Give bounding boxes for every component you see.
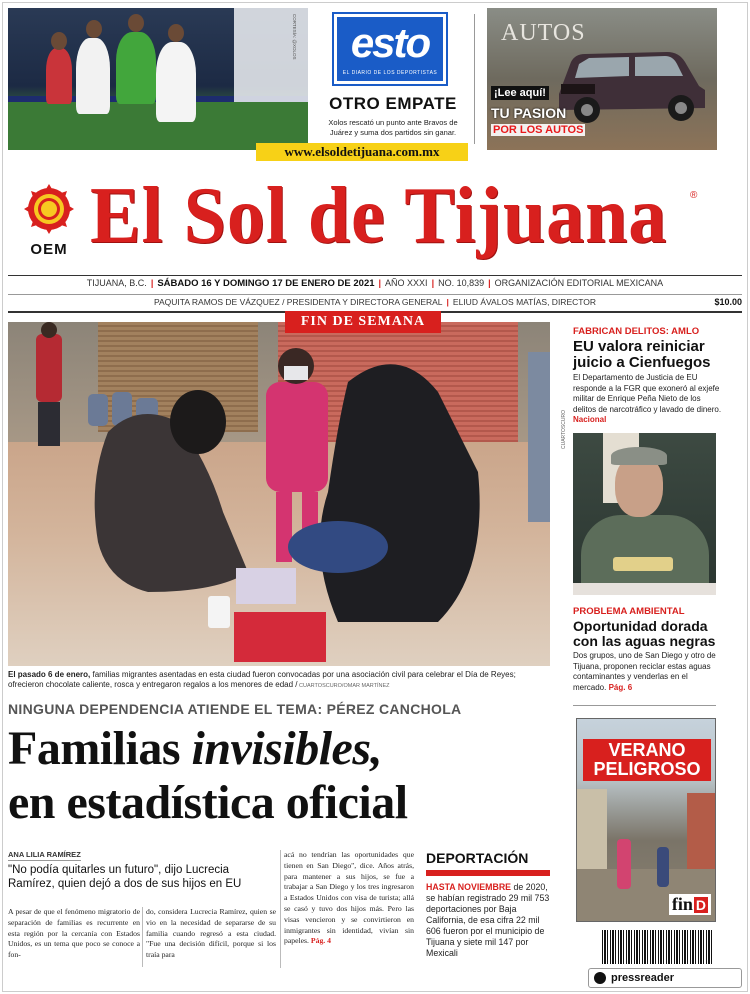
quote-subheadline: "No podía quitarles un futuro", dijo Lucrecia Ramírez, quien dejó a dos de sus hijos en EU <box>8 864 242 890</box>
staff-director: ELIUD ÁVALOS MATÍAS, DIRECTOR <box>452 297 597 307</box>
col3-text: acá no tendrían las oportunidades que tienen en San Diego", dice. Años atrás, para mantener a sus hijos, se fue a trabajar a San Diego y los tres ingresaron a Estados Unidos con visa de turista; allá se casó y tuvo dos hijos más. Pero las visas vencieron y se convirtieron en inmigrantes sin identidad, vivían sin papeles. <box>284 850 414 946</box>
site-url-link[interactable]: www.elsoldetijuana.com.mx <box>256 143 468 161</box>
esto-subheadline: Xolos rescató un punto ante Bravos de Juárez y suma dos partidos sin ganar. <box>328 118 458 137</box>
soccer-photo-credit: CORTESÍA: @XOLOS <box>292 14 297 60</box>
esto-logo-text: esto <box>350 19 430 66</box>
article-column-3 <box>284 850 414 947</box>
right-photo-credit: CUARTOSCURO <box>561 410 567 449</box>
col3-page-ref[interactable]: Pág. 4 <box>310 936 331 946</box>
deportation-lead: HASTA NOVIEMBRE <box>426 882 512 892</box>
autos-read-here[interactable]: ¡Lee aquí! <box>491 86 549 100</box>
pressreader-icon <box>594 972 606 984</box>
dateline: TIJUANA, B.C. | SÁBADO 16 Y DOMINGO 17 DE ENERO DE 2021 | AÑO XXXI | NO. 10,839 | ORGANIZACIÓN EDITORIAL MEXICANA <box>86 278 664 289</box>
dateline-year: AÑO XXXI <box>385 278 428 288</box>
article-column-1: A pesar de que el fenómeno migratorio de separación de familias es recurrente en esta región por la cercanía con Estados Unidos, es un tema que poco se conoce a fon- <box>8 907 140 960</box>
verano-title: VERANO PELIGROSO <box>583 739 711 781</box>
caption-credit: CUARTOSCURO/OMAR MARTÍNEZ <box>297 683 390 689</box>
car-image <box>549 42 711 126</box>
people-figures <box>8 322 550 666</box>
deportation-heading: DEPORTACIÓN <box>426 850 529 866</box>
pressreader-label: pressreader <box>611 972 674 984</box>
fin-logo-text: fin <box>671 894 693 914</box>
column-separator <box>142 907 143 967</box>
esto-tagline: EL DIARIO DE LOS DEPORTISTAS <box>342 70 438 76</box>
right-ref-pag6[interactable]: Pág. 6 <box>608 682 633 692</box>
right-text-aguas <box>573 651 723 693</box>
oem-logo[interactable] <box>20 184 78 260</box>
right-text-cienfuegos <box>573 373 723 426</box>
right-headline-aguas[interactable]: Oportunidad dorada con las aguas negras <box>573 618 716 649</box>
registered-mark: ® <box>690 190 698 201</box>
dateline-rule-top <box>8 275 742 276</box>
promo-divider <box>474 14 475 144</box>
staffline: PAQUITA RAMOS DE VÁZQUEZ / PRESIDENTA Y DIRECTORA GENERAL | ELIUD ÁVALOS MATÍAS, DIRECTOR <box>153 297 597 307</box>
deportation-text <box>426 882 550 959</box>
autos-title: AUTOS <box>501 20 586 46</box>
dateline-date: SÁBADO 16 Y DOMINGO 17 DE ENERO DE 2021 <box>157 278 375 289</box>
photo-caption <box>8 670 550 691</box>
main-headline[interactable] <box>8 722 550 830</box>
section-label-fin-de-semana[interactable]: FIN DE SEMANA <box>285 311 441 333</box>
right-headline-cienfuegos[interactable]: EU valora reiniciar juicio a Cienfuegos <box>573 338 711 371</box>
fin-logo-d: D <box>695 897 706 913</box>
deportation-rule <box>426 870 550 876</box>
autos-slogan: TU PASION <box>491 105 567 121</box>
caption-body: familias migrantes asentadas en esta ciudad fueron convocadas por una asociación civil para celebrar el Día de Reyes; ofrecieron chocolate caliente, rosca y entregaron regalos a los menores de edad / <box>8 670 516 689</box>
main-photo[interactable] <box>8 322 550 666</box>
pressreader-badge[interactable] <box>588 968 742 988</box>
right-text-2: Dos grupos, uno de San Diego y otro de Tijuana, proponen reciclar estas aguas contaminantes y venderlas en el mercado. <box>573 651 716 692</box>
headline-part-a: Familias <box>8 722 192 775</box>
verano-peligroso-promo[interactable] <box>576 718 716 922</box>
masthead-title[interactable]: El Sol de Tijuana <box>90 172 668 260</box>
article-column-2: do, considera Lucrecia Ramírez, quien se vio en la necesidad de separarse de su familia cuando regresó a esta ciudad. "Fue una decisión difícil, porque si los traía para <box>146 907 276 960</box>
barcode <box>602 930 714 964</box>
sun-icon <box>20 184 78 234</box>
byline: ANA LILIA RAMÍREZ <box>8 850 81 859</box>
headline-part-c: en estadística oficial <box>8 776 408 829</box>
caption-lead: El pasado 6 de enero, <box>8 670 91 679</box>
right-ref-nacional[interactable]: Nacional <box>573 415 607 425</box>
oem-label: OEM <box>30 241 68 258</box>
right-label-ambiental: PROBLEMA AMBIENTAL <box>573 606 685 617</box>
esto-promo[interactable] <box>318 8 468 150</box>
deportation-body: de 2020, se habían registrado 29 mil 753 deportaciones por Baja California, de esa cifra 22 mil 606 fueron por el municipio de Tijuana y siete mil 147 por Mexicali <box>426 882 550 958</box>
autos-slogan-2: POR LOS AUTOS <box>493 124 584 136</box>
autos-promo[interactable] <box>487 8 717 150</box>
price: $10.00 <box>714 297 742 307</box>
headline-part-b: invisibles, <box>191 722 383 775</box>
dateline-city: TIJUANA, B.C. <box>86 278 147 288</box>
dateline-number: NO. 10,839 <box>438 278 485 288</box>
esto-logo[interactable] <box>334 14 446 84</box>
column-separator <box>280 850 281 968</box>
fin-logo <box>669 894 711 915</box>
staff-president: PAQUITA RAMOS DE VÁZQUEZ / PRESIDENTA Y DIRECTORA GENERAL <box>153 297 443 307</box>
esto-headline[interactable]: OTRO EMPATE <box>329 94 457 113</box>
right-text-1: El Departamento de Justicia de EU responde a la FGR que exoneró al exjefe militar de Enrique Peña Nieto de los delitos de narcotráfico y lavado de dinero. <box>573 373 722 414</box>
dateline-rule-mid <box>8 294 742 295</box>
kicker: NINGUNA DEPENDENCIA ATIENDE EL TEMA: PÉREZ CANCHOLA <box>8 701 462 717</box>
soccer-photo[interactable] <box>8 8 308 150</box>
dateline-org: ORGANIZACIÓN EDITORIAL MEXICANA <box>494 278 664 288</box>
right-separator <box>573 705 716 706</box>
cienfuegos-photo[interactable] <box>573 433 716 595</box>
right-label-amlo: FABRICAN DELITOS: AMLO <box>573 326 700 337</box>
